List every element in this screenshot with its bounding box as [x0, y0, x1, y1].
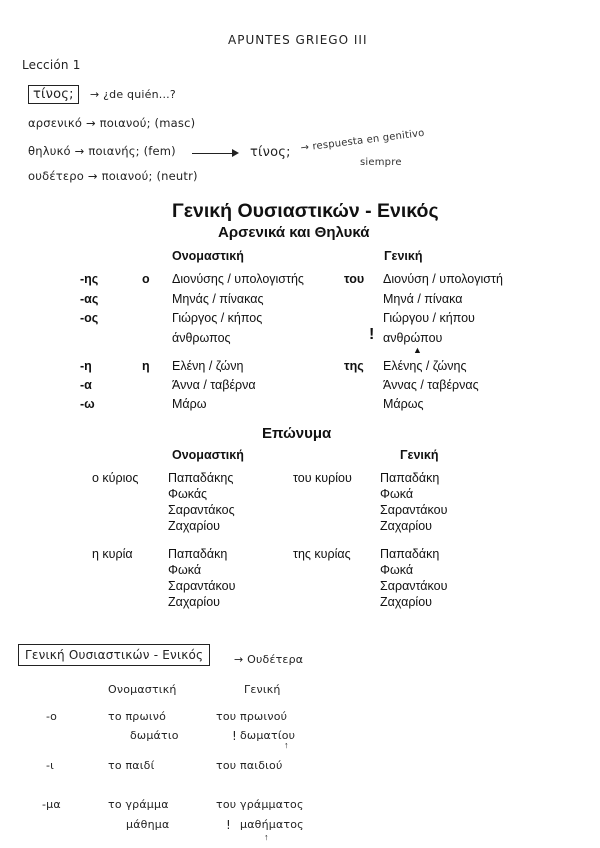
neuter-col-nominative: Ονομαστική [108, 683, 177, 696]
surname-genitive: Ζαχαρίου [380, 519, 432, 533]
answer-word: τίνος; [250, 145, 291, 160]
genitive-form: Άννας / ταβέρνας [383, 378, 479, 392]
nominative-form: άνθρωπος [172, 331, 231, 345]
surname-nominative: Παπαδάκης [168, 471, 234, 485]
answer-note-2: siempre [360, 157, 402, 168]
kyria-nominative: η κυρία [92, 547, 133, 561]
surname-genitive: Φωκά [380, 487, 414, 501]
surname-nominative: Φωκάς [168, 487, 208, 501]
surname-genitive: Παπαδάκη [380, 471, 440, 485]
neuter-ending: -ο [46, 710, 58, 723]
stress-arrow-icon: ▲ [413, 345, 422, 355]
answer-note-1: → respuesta en genitivo [300, 127, 426, 154]
surname-nominative: Σαραντάκου [168, 579, 236, 593]
printed-subtitle: Αρσενικά και Θηλυκά [218, 224, 370, 241]
nominative-form: Άννα / ταβέρνα [172, 378, 256, 392]
neuter-ending: -μα [42, 798, 61, 811]
exclamation-mark: ! [226, 818, 232, 832]
question-meaning: → ¿de quién...? [90, 88, 176, 101]
neuter-genitive: του πρωινού [216, 710, 288, 723]
printed-title: Γενική Ουσιαστικών - Ενικός [172, 200, 439, 222]
page-title: APUNTES GRIEGO III [228, 33, 368, 47]
nominative-form: Γιώργος / κήπος [172, 311, 263, 325]
neuter-nominative: μάθημα [126, 818, 170, 831]
stress-arrow-icon: ↑ [264, 832, 269, 842]
neuter-genitive: δωματίου [240, 729, 296, 742]
ending: -ης [80, 272, 99, 286]
ending: -ας [80, 292, 99, 306]
genitive-form: Μάρως [383, 397, 424, 411]
surname-genitive: Φωκά [380, 563, 414, 577]
nominative-form: Μηνάς / πίνακας [172, 292, 264, 306]
kyrios-genitive: του κυρίου [293, 471, 352, 485]
ending: -ος [80, 311, 99, 325]
kyrios-nominative: ο κύριος [92, 471, 139, 485]
nominative-form: Μάρω [172, 397, 207, 411]
surname-genitive: Ζαχαρίου [380, 595, 432, 609]
nominative-form: Ελένη / ζώνη [172, 359, 244, 373]
genitive-form: Μηνά / πίνακα [383, 292, 463, 306]
genitive-article: της [344, 359, 364, 373]
neut-note: ουδέτερο → ποιανού; (neutr) [28, 169, 198, 183]
exclamation-mark: ! [369, 326, 375, 343]
surnames-title: Επώνυμα [262, 425, 332, 442]
exclamation-mark: ! [232, 729, 238, 743]
neuter-nominative: το πρωινό [108, 710, 167, 723]
ending: -α [80, 378, 92, 392]
neuter-genitive: του παιδιού [216, 759, 283, 772]
article: ο [142, 272, 150, 286]
surname-nominative: Παπαδάκη [168, 547, 228, 561]
surname-genitive: Παπαδάκη [380, 547, 440, 561]
fem-note: θηλυκό → ποιανής; (fem) [28, 144, 176, 158]
neuter-genitive: μαθήματος [240, 818, 304, 831]
col-genitive: Γενική [384, 249, 423, 263]
neuter-nominative: δωμάτιο [130, 729, 179, 742]
kyria-genitive: της κυρίας [293, 547, 351, 561]
article: η [142, 359, 150, 373]
neuter-nominative: το παιδί [108, 759, 155, 772]
stress-arrow-icon: ↑ [284, 740, 289, 750]
genitive-form: Διονύση / υπολογιστή [383, 272, 503, 286]
genitive-form: Ελένης / ζώνης [383, 359, 467, 373]
neuter-box-title: Γενική Ουσιαστικών - Ενικός [18, 644, 210, 666]
surname-nominative: Ζαχαρίου [168, 519, 220, 533]
col-nominative: Ονομαστική [172, 249, 244, 263]
surname-nominative: Σαραντάκος [168, 503, 235, 517]
neuter-ending: -ι [46, 759, 55, 772]
surname-nominative: Φωκά [168, 563, 202, 577]
genitive-form: ανθρώπου [383, 331, 443, 345]
genitive-form: Γιώργου / κήπου [383, 311, 475, 325]
genitive-article: του [344, 272, 365, 286]
nominative-form: Διονύσης / υπολογιστής [172, 272, 304, 286]
neuter-genitive: του γράμματος [216, 798, 304, 811]
ending: -η [80, 359, 92, 373]
ending: -ω [80, 397, 95, 411]
long-arrow-head [232, 149, 239, 157]
question-word-box: τίνος; [28, 85, 79, 104]
surname-nominative: Ζαχαρίου [168, 595, 220, 609]
surname-genitive: Σαραντάκου [380, 579, 448, 593]
surnames-col-genitive: Γενική [400, 448, 439, 462]
long-arrow-line [192, 153, 232, 154]
neuter-label: → Ουδέτερα [234, 653, 304, 666]
surnames-col-nominative: Ονομαστική [172, 448, 244, 462]
neuter-col-genitive: Γενική [244, 683, 281, 696]
neuter-nominative: το γράμμα [108, 798, 169, 811]
lesson-label: Lección 1 [22, 58, 81, 72]
surname-genitive: Σαραντάκου [380, 503, 448, 517]
masc-note: αρσενικό → ποιανού; (masc) [28, 116, 196, 130]
